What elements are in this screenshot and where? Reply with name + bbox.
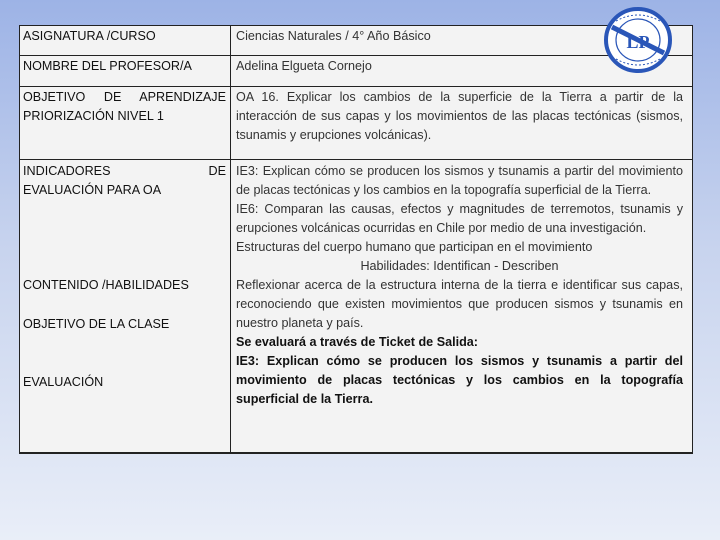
evaluacion-label: EVALUACIÓN xyxy=(23,375,104,389)
values-column xyxy=(231,160,693,453)
labels-column xyxy=(20,160,231,453)
profesor-label: NOMBRE DEL PROFESOR/A xyxy=(20,56,231,87)
logo-initials: LP xyxy=(626,32,650,52)
objetivo-clase-value: Reflexionar acerca de la estructura interna de la tierra e identificar sus capas, reconociendo que existen movimientos que producen sismos y tsunamis en nuestro planeta y país. xyxy=(236,278,683,330)
objetivo-aprendizaje-label xyxy=(20,87,231,160)
evaluacion-line1: Se evaluará a través de Ticket de Salida: xyxy=(236,335,478,349)
lesson-plan-table xyxy=(19,25,693,454)
contenido-line1: Estructuras del cuerpo humano que participan en el movimiento xyxy=(236,240,593,254)
asignatura-value: Ciencias Naturales / 4° Año Básico xyxy=(231,26,693,56)
school-logo-icon xyxy=(604,7,672,73)
indicadores-label-line1 xyxy=(23,162,226,181)
row-asignatura xyxy=(20,26,692,56)
objetivo-aprendizaje-label-line2: PRIORIZACIÓN NIVEL 1 xyxy=(23,109,164,123)
evaluacion-line2: IE3: Explican cómo se producen los sismos y tsunamis a partir del movimiento de placas tectónicas y los cambios en la topografía superficial de la Tierra. xyxy=(236,354,683,406)
indicadores-label-line2: EVALUACIÓN PARA OA xyxy=(23,183,162,197)
indicador-ie3: IE3: Explican cómo se producen los sismos y tsunamis a partir del movimiento de placas tectónicas y los cambios en la topografía superficial de la Tierra. xyxy=(236,164,683,197)
objetivo-aprendizaje-label-line1: OBJETIVO DE APRENDIZAJE xyxy=(23,90,226,104)
objetivo-aprendizaje-value: OA 16. Explicar los cambios de la superficie de la Tierra a partir de la interacción de sus capas y los movimientos de las placas tectónicas (sismos, tsunamis y erupciones volcánicas). xyxy=(231,87,693,160)
row-profesor xyxy=(20,56,692,87)
row-contenidos-combinados xyxy=(20,160,692,453)
indicadores-label-part1: INDICADORES xyxy=(23,164,111,178)
row-objetivo-aprendizaje xyxy=(20,87,692,160)
contenido-line2: Habilidades: Identifican - Describen xyxy=(360,259,559,273)
contenido-label: CONTENIDO /HABILIDADES xyxy=(23,278,189,292)
indicador-ie6: IE6: Comparan las causas, efectos y magnitudes de terremotos, tsunamis y erupciones volcánicas ocurridas en Chile por medio de una investigación. xyxy=(236,202,683,235)
asignatura-label: ASIGNATURA /CURSO xyxy=(20,26,231,56)
objetivo-clase-label: OBJETIVO DE LA CLASE xyxy=(23,317,170,331)
profesor-value: Adelina Elgueta Cornejo xyxy=(231,56,693,87)
indicadores-label-part2: DE xyxy=(208,164,226,178)
